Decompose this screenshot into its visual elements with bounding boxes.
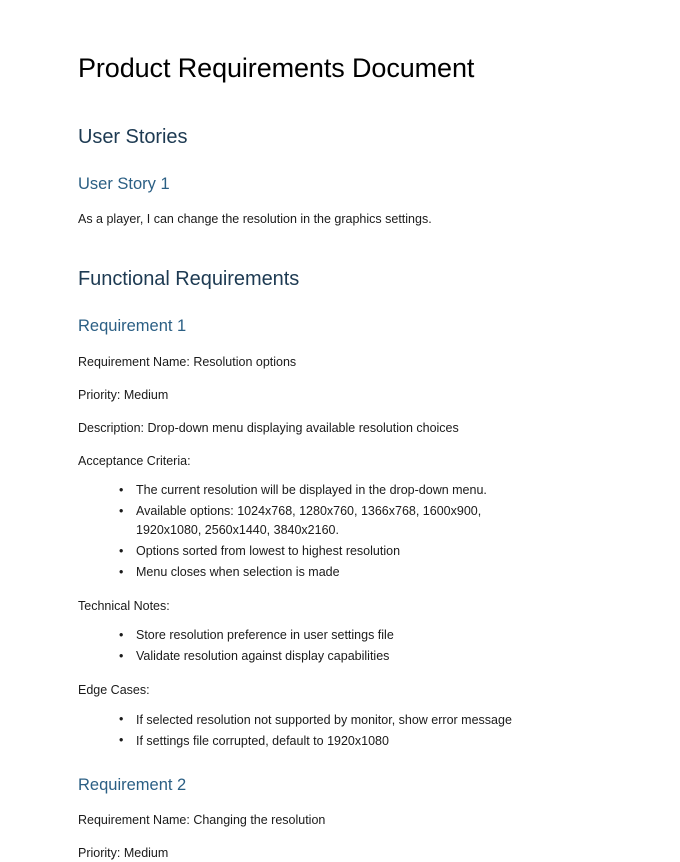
requirement-1-edge-cases-label: Edge Cases: bbox=[78, 683, 150, 698]
section-heading-functional-requirements: Functional Requirements bbox=[78, 268, 300, 291]
list-item: • Available options: 1024x768, 1280x760, 1366x768, 1600x900, 1920x1080, 2560x1440, 3840x2160. bbox=[119, 502, 548, 540]
requirement-1-acceptance-criteria-label: Acceptance Criteria: bbox=[78, 454, 191, 469]
requirement-2-name: Requirement Name: Changing the resolution bbox=[78, 812, 326, 827]
list-item: • Store resolution preference in user settings file bbox=[119, 626, 548, 645]
sub-heading-user-story-1: User Story 1 bbox=[78, 174, 170, 193]
requirement-1-priority: Priority: Medium bbox=[78, 387, 169, 402]
list-item: • The current resolution will be displayed in the drop-down menu. bbox=[119, 481, 548, 500]
list-item: • Validate resolution against display capabilities bbox=[119, 647, 548, 666]
list-item: • If selected resolution not supported by monitor, show error message bbox=[119, 711, 548, 730]
document-body bbox=[78, 52, 548, 862]
list-item: • Menu closes when selection is made bbox=[119, 563, 548, 582]
requirement-1-name: Requirement Name: Resolution options bbox=[78, 354, 297, 369]
requirement-1-technical-notes-list bbox=[78, 626, 548, 666]
sub-heading-requirement-2: Requirement 2 bbox=[78, 775, 187, 794]
requirement-1-technical-notes-label: Technical Notes: bbox=[78, 599, 170, 614]
list-item: • Options sorted from lowest to highest resolution bbox=[119, 542, 548, 561]
requirement-1-acceptance-criteria-list bbox=[78, 481, 548, 582]
list-item: • If settings file corrupted, default to 1920x1080 bbox=[119, 732, 548, 751]
requirement-1-description: Description: Drop-down menu displaying available resolution choices bbox=[78, 421, 459, 435]
section-heading-user-stories: User Stories bbox=[78, 125, 188, 148]
requirement-2-priority: Priority: Medium bbox=[78, 846, 169, 861]
page-title: Product Requirements Document bbox=[78, 53, 475, 83]
sub-heading-requirement-1: Requirement 1 bbox=[78, 317, 187, 336]
requirement-1-edge-cases-list bbox=[78, 711, 548, 751]
user-story-1-text: As a player, I can change the resolution in the graphics settings. bbox=[78, 212, 432, 227]
